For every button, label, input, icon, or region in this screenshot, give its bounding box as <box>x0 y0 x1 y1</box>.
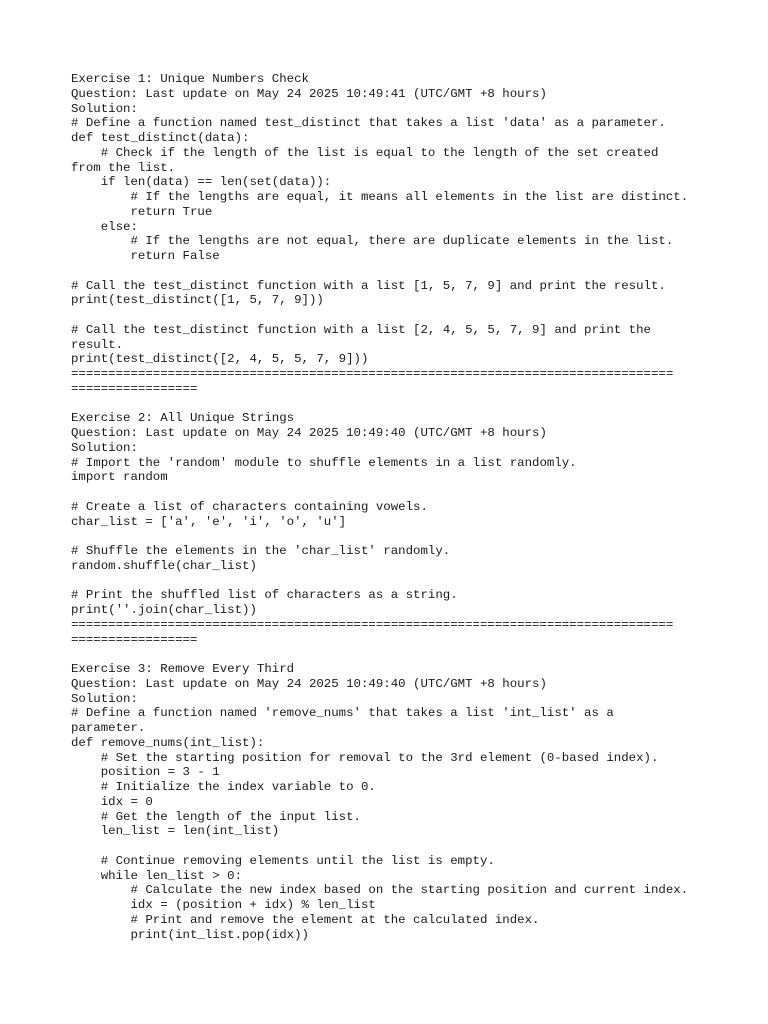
code-line: return False <box>71 249 220 263</box>
separator-line: ================= <box>71 632 198 647</box>
exercise-question: Question: Last update on May 24 2025 10:49:41 (UTC/GMT +8 hours) <box>71 86 547 101</box>
code-line: # Set the starting position for removal to the 3rd element (0-based index). <box>71 750 659 765</box>
code-block <box>71 116 731 367</box>
separator <box>71 618 731 648</box>
code-line: if len(data) == len(set(data)): <box>71 175 332 190</box>
code-line: len_list = len(int_list) <box>71 824 280 839</box>
separator-line: ================================================================================= <box>71 367 674 381</box>
solution-label: Solution: <box>71 691 138 706</box>
code-line: random.shuffle(char_list) <box>71 558 257 573</box>
code-line: while len_list > 0: <box>71 868 243 883</box>
code-line <box>71 264 731 279</box>
code-line: # If the lengths are equal, it means all elements in the list are distinct. <box>71 190 689 204</box>
exercise-block <box>71 411 731 662</box>
code-line: from the list. <box>71 160 176 175</box>
code-line: # Define a function named test_distinct that takes a list 'data' as a parameter. <box>71 116 666 131</box>
code-line: else: <box>71 219 138 234</box>
document-page <box>71 72 731 942</box>
code-line: # Call the test_distinct function with a list [1, 5, 7, 9] and print the result. <box>71 278 666 293</box>
code-line <box>71 574 731 589</box>
separator-line: ================= <box>71 381 198 396</box>
exercise-title: Exercise 2: All Unique Strings <box>71 411 295 426</box>
code-line: idx = 0 <box>71 794 153 809</box>
code-line: # Define a function named 'remove_nums' that takes a list 'int_list' as a <box>71 706 614 721</box>
code-line <box>71 529 731 544</box>
code-line: # Get the length of the input list. <box>71 809 361 824</box>
code-line <box>71 485 731 500</box>
code-block <box>71 456 731 618</box>
code-line: print(test_distinct([2, 4, 5, 5, 7, 9])) <box>71 352 369 367</box>
code-line: print(test_distinct([1, 5, 7, 9])) <box>71 293 324 308</box>
exercise-title: Exercise 3: Remove Every Third <box>71 662 295 676</box>
code-line: # Continue removing elements until the list is empty. <box>71 853 495 868</box>
code-line: def remove_nums(int_list): <box>71 735 265 750</box>
code-line: print(''.join(char_list)) <box>71 603 257 617</box>
spacer <box>71 647 731 662</box>
solution-label: Solution: <box>71 101 138 116</box>
code-line: def test_distinct(data): <box>71 131 250 145</box>
code-line: return True <box>71 204 213 219</box>
code-line: import random <box>71 470 168 485</box>
code-line: # Call the test_distinct function with a list [2, 4, 5, 5, 7, 9] and print the <box>71 322 651 337</box>
exercise-question: Question: Last update on May 24 2025 10:49:40 (UTC/GMT +8 hours) <box>71 426 547 440</box>
solution-label: Solution: <box>71 440 138 455</box>
code-line: # Initialize the index variable to 0. <box>71 780 376 794</box>
code-line: # Calculate the new index based on the starting position and current index. <box>71 883 689 898</box>
code-block <box>71 706 731 942</box>
code-line: char_list = ['a', 'e', 'i', 'o', 'u'] <box>71 514 347 529</box>
code-line: # Shuffle the elements in the 'char_list' randomly. <box>71 544 451 558</box>
code-line: parameter. <box>71 721 146 735</box>
code-line: result. <box>71 337 124 352</box>
code-line: print(int_list.pop(idx)) <box>71 927 309 942</box>
code-line: # Check if the length of the list is equal to the length of the set created <box>71 145 659 160</box>
spacer <box>71 397 731 412</box>
exercise-question: Question: Last update on May 24 2025 10:49:40 (UTC/GMT +8 hours) <box>71 676 547 691</box>
code-line: # If the lengths are not equal, there are duplicate elements in the list. <box>71 234 674 249</box>
exercise-title: Exercise 1: Unique Numbers Check <box>71 72 309 86</box>
code-line <box>71 839 731 854</box>
code-line: # Print the shuffled list of characters as a string. <box>71 588 458 603</box>
code-line <box>71 308 731 323</box>
code-line: # Print and remove the element at the calculated index. <box>71 912 540 927</box>
separator <box>71 367 731 397</box>
code-line: # Create a list of characters containing vowels. <box>71 499 428 514</box>
code-line: # Import the 'random' module to shuffle elements in a list randomly. <box>71 455 577 470</box>
code-line: position = 3 - 1 <box>71 765 220 780</box>
code-line: idx = (position + idx) % len_list <box>71 898 376 912</box>
separator-line: ================================================================================= <box>71 617 674 632</box>
exercise-block <box>71 72 731 411</box>
exercise-block <box>71 662 731 942</box>
